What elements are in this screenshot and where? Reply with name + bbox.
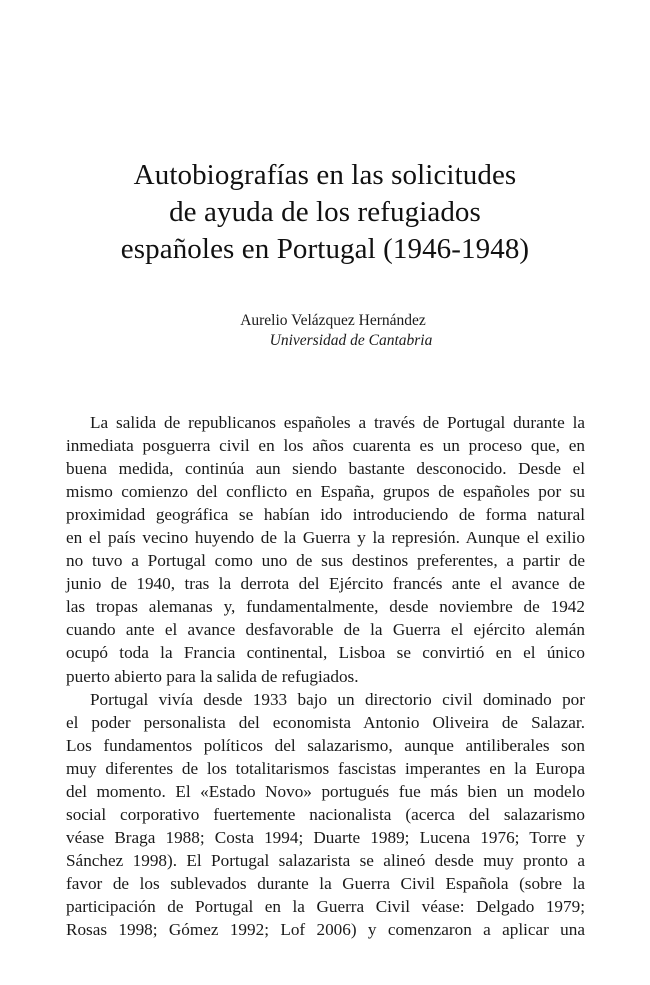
text-line: Sánchez 1998). El Portugal salazarista se alineó desde muy pronto a xyxy=(66,850,585,870)
text-line: muy diferentes de los totalitarismos fascistas imperantes en la Europa xyxy=(66,758,585,778)
body-text xyxy=(66,411,585,941)
text-line: ocupó toda la Francia continental, Lisboa se convirtió en el único xyxy=(66,643,585,663)
text-line: mismo comienzo del conflicto en España, grupos de españoles por su xyxy=(66,482,585,502)
text-line: inmediata posguerra civil en los años cuarenta es un proceso que, en xyxy=(66,436,585,456)
text-line: Rosas 1998; Gómez 1992; Lof 2006) y comenzaron a aplicar una xyxy=(66,920,585,940)
text-line: las tropas alemanas y, fundamentalmente, desde noviembre de 1942 xyxy=(66,597,585,617)
text-line: junio de 1940, tras la derrota del Ejército francés ante el avance de xyxy=(66,574,585,594)
text-line: favor de los sublevados durante la Guerra Civil Española (sobre la xyxy=(66,873,585,893)
text-line: Portugal vivía desde 1933 bajo un directorio civil dominado por xyxy=(90,689,585,709)
text-line: buena medida, continúa aun siendo bastante desconocido. Desde el xyxy=(66,459,585,479)
text-line: La salida de republicanos españoles a través de Portugal durante la xyxy=(90,413,585,432)
article-title xyxy=(60,157,590,268)
text-line: participación de Portugal en la Guerra Civil véase: Delgado 1979; xyxy=(66,896,585,916)
author-affiliation: Universidad de Cantabria xyxy=(269,332,433,349)
text-line: véase Braga 1988; Costa 1994; Duarte 1989; Lucena 1976; Torre y xyxy=(66,827,585,847)
text-line: del momento. El «Estado Novo» portugués fue más bien un modelo xyxy=(66,781,585,801)
text-line: proximidad geográfica se habían ido introduciendo de forma natural xyxy=(66,505,585,525)
text-line: social corporativo fuertemente nacionalista (acerca del salazarismo xyxy=(66,804,585,824)
text-line: en el país vecino huyendo de la Guerra y la represión. Aunque el exilio xyxy=(66,528,585,548)
author-name: Aurelio Velázquez Hernández xyxy=(240,312,426,329)
text-line: cuando ante el avance desfavorable de la Guerra el ejército alemán xyxy=(66,620,585,640)
title-line: españoles en Portugal (1946-1948) xyxy=(120,233,530,265)
author-block xyxy=(100,311,550,351)
title-line: Autobiografías en las solicitudes xyxy=(133,159,517,191)
title-line: de ayuda de los refugiados xyxy=(169,196,481,228)
text-line: puerto abierto para la salida de refugiados. xyxy=(66,666,359,686)
text-line: el poder personalista del economista Antonio Oliveira de Salazar. xyxy=(66,712,585,732)
paragraph-2 xyxy=(66,688,585,942)
text-line: no tuvo a Portugal como uno de sus destinos preferentes, a partir de xyxy=(66,551,585,571)
paragraph-1 xyxy=(66,411,585,688)
text-line: Los fundamentos políticos del salazarismo, aunque antiliberales son xyxy=(66,735,585,755)
